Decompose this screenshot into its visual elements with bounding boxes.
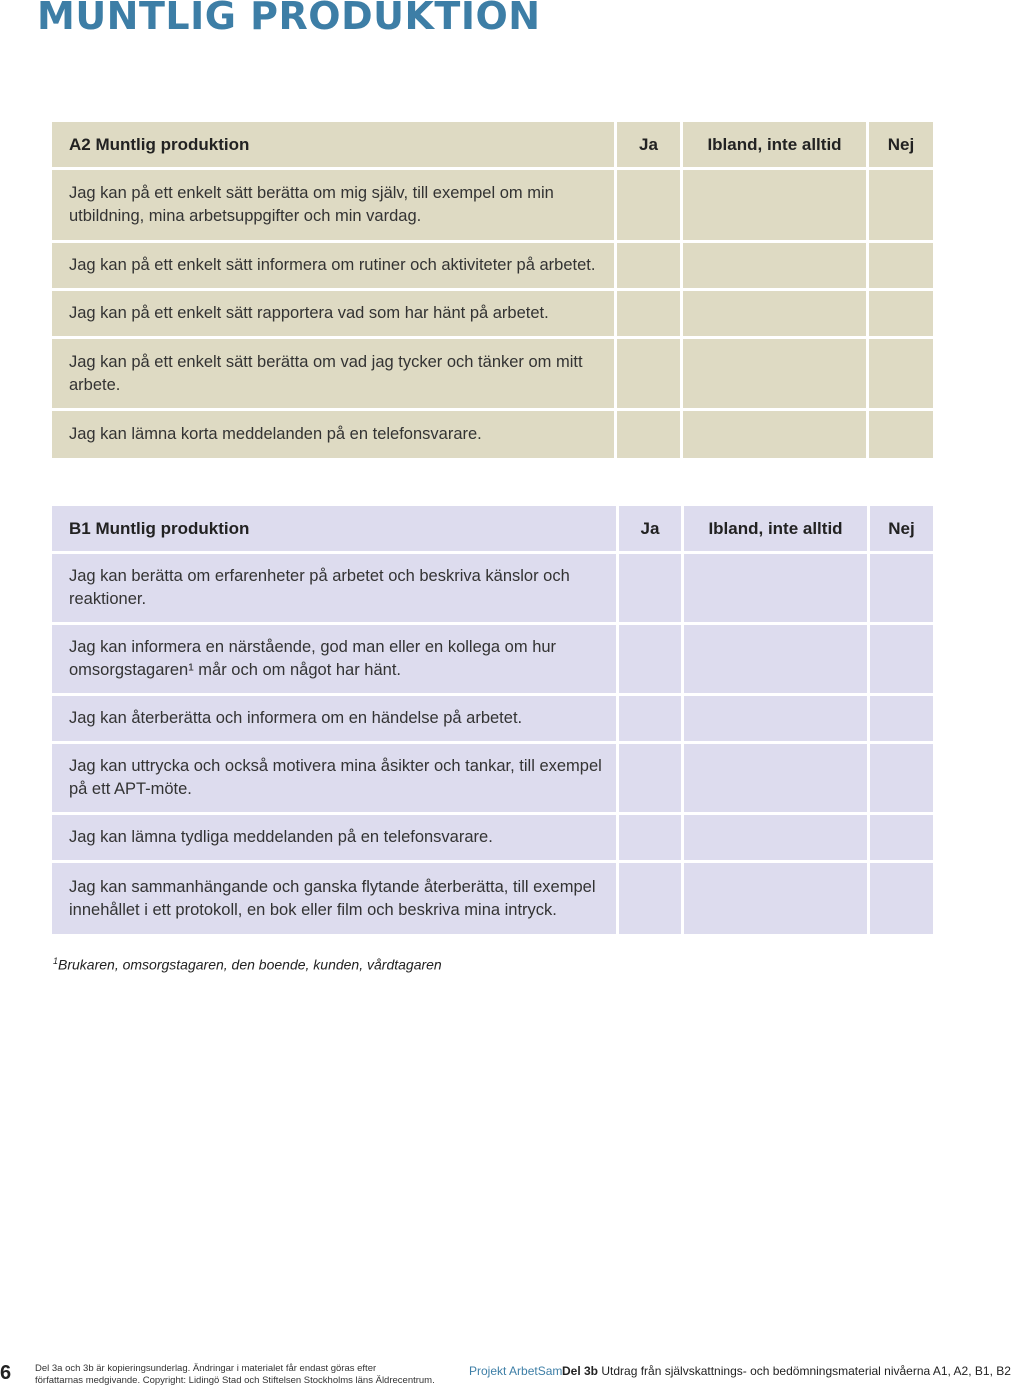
- table-row: [52, 411, 933, 458]
- checkbox-ibland[interactable]: [683, 291, 866, 336]
- checkbox-ibland[interactable]: [684, 625, 867, 693]
- statement-text: Jag kan lämna tydliga meddelanden på en telefonsvarare.: [52, 815, 616, 860]
- checkbox-ibland[interactable]: [684, 554, 867, 622]
- checkbox-ja[interactable]: [617, 339, 680, 408]
- page-number: 6: [0, 1362, 12, 1384]
- checkbox-nej[interactable]: [870, 815, 933, 860]
- statement-text: Jag kan berätta om erfarenheter på arbetet och beskriva känslor och reaktioner.: [52, 554, 616, 622]
- checkbox-ibland[interactable]: [683, 243, 866, 288]
- copyright-line: Del 3a och 3b är kopieringsunderlag. Ändringar i materialet får endast göras efter: [35, 1363, 377, 1374]
- statement-text: Jag kan uttrycka och också motivera mina åsikter och tankar, till exempel på ett APT-möte.: [52, 744, 616, 812]
- statement-text: Jag kan på ett enkelt sätt berätta om mig själv, till exempel om min utbildning, mina arbetsuppgifter och min vardag.: [52, 170, 614, 240]
- statement-text: Jag kan lämna korta meddelanden på en telefonsvarare.: [52, 411, 614, 458]
- table-row: [52, 170, 933, 240]
- checkbox-ja[interactable]: [617, 170, 680, 240]
- footnote-marker: 1: [53, 956, 59, 966]
- b1-assessment-table: [49, 503, 936, 937]
- checkbox-ibland[interactable]: [683, 411, 866, 458]
- checkbox-nej[interactable]: [869, 291, 933, 336]
- statement-text: Jag kan sammanhängande och ganska flytande återberätta, till exempel innehållet i ett protokoll, en bok eller film och beskriva mina intryck.: [52, 863, 616, 934]
- footnote-text: Brukaren, omsorgstagaren, den boende, kunden, vårdtagaren: [58, 956, 442, 973]
- copyright-notice: [35, 1363, 435, 1387]
- column-header-ja: Ja: [619, 506, 681, 551]
- table-header-row: [52, 506, 933, 551]
- checkbox-nej[interactable]: [870, 625, 933, 693]
- table-row: [52, 554, 933, 622]
- checkbox-ja[interactable]: [619, 744, 681, 812]
- checkbox-nej[interactable]: [869, 411, 933, 458]
- statement-text: Jag kan på ett enkelt sätt rapportera vad som har hänt på arbetet.: [52, 291, 614, 336]
- section-title: B1 Muntlig produktion: [52, 506, 616, 551]
- checkbox-ibland[interactable]: [683, 339, 866, 408]
- checkbox-ibland[interactable]: [684, 815, 867, 860]
- checkbox-ibland[interactable]: [683, 170, 866, 240]
- footnote: [53, 956, 442, 973]
- table-row: [52, 744, 933, 812]
- checkbox-nej[interactable]: [870, 863, 933, 934]
- statement-text: Jag kan informera en närstående, god man eller en kollega om hur omsorgstagaren¹ mår och om något har hänt.: [52, 625, 616, 693]
- checkbox-ja[interactable]: [619, 696, 681, 741]
- table-row: [52, 863, 933, 934]
- column-header-ja: Ja: [617, 122, 680, 167]
- document-subtitle: Utdrag från självskattnings- och bedömningsmaterial nivåerna A1, A2, B1, B2: [598, 1364, 1011, 1378]
- document-part: Del 3b: [562, 1364, 599, 1378]
- copyright-line: författarnas medgivande. Copyright: Lidingö Stad och Stiftelsen Stockholms läns Äldrecentrum.: [35, 1375, 435, 1386]
- checkbox-ja[interactable]: [619, 815, 681, 860]
- table-row: [52, 625, 933, 693]
- project-name: Projekt ArbetSam: [469, 1364, 563, 1378]
- checkbox-ja[interactable]: [619, 554, 681, 622]
- checkbox-ibland[interactable]: [684, 696, 867, 741]
- section-title: A2 Muntlig produktion: [52, 122, 614, 167]
- a2-assessment-table: [49, 119, 936, 461]
- checkbox-nej[interactable]: [870, 554, 933, 622]
- page-footer: [0, 1362, 1011, 1390]
- checkbox-nej[interactable]: [869, 170, 933, 240]
- checkbox-nej[interactable]: [869, 339, 933, 408]
- statement-text: Jag kan på ett enkelt sätt informera om rutiner och aktiviteter på arbetet.: [52, 243, 614, 288]
- column-header-ibland: Ibland, inte alltid: [684, 506, 867, 551]
- checkbox-ibland[interactable]: [684, 744, 867, 812]
- statement-text: Jag kan återberätta och informera om en händelse på arbetet.: [52, 696, 616, 741]
- document-description: [562, 1364, 1011, 1378]
- checkbox-nej[interactable]: [870, 744, 933, 812]
- table-row: [52, 339, 933, 408]
- checkbox-ja[interactable]: [617, 291, 680, 336]
- checkbox-ja[interactable]: [617, 243, 680, 288]
- table-header-row: [52, 122, 933, 167]
- table-row: [52, 243, 933, 288]
- checkbox-nej[interactable]: [870, 696, 933, 741]
- checkbox-nej[interactable]: [869, 243, 933, 288]
- table-row: [52, 291, 933, 336]
- table-row: [52, 815, 933, 860]
- column-header-ibland: Ibland, inte alltid: [683, 122, 866, 167]
- checkbox-ja[interactable]: [617, 411, 680, 458]
- column-header-nej: Nej: [869, 122, 933, 167]
- statement-text: Jag kan på ett enkelt sätt berätta om vad jag tycker och tänker om mitt arbete.: [52, 339, 614, 408]
- page-title: MUNTLIG PRODUKTION: [37, 0, 541, 38]
- checkbox-ibland[interactable]: [684, 863, 867, 934]
- column-header-nej: Nej: [870, 506, 933, 551]
- checkbox-ja[interactable]: [619, 625, 681, 693]
- checkbox-ja[interactable]: [619, 863, 681, 934]
- table-row: [52, 696, 933, 741]
